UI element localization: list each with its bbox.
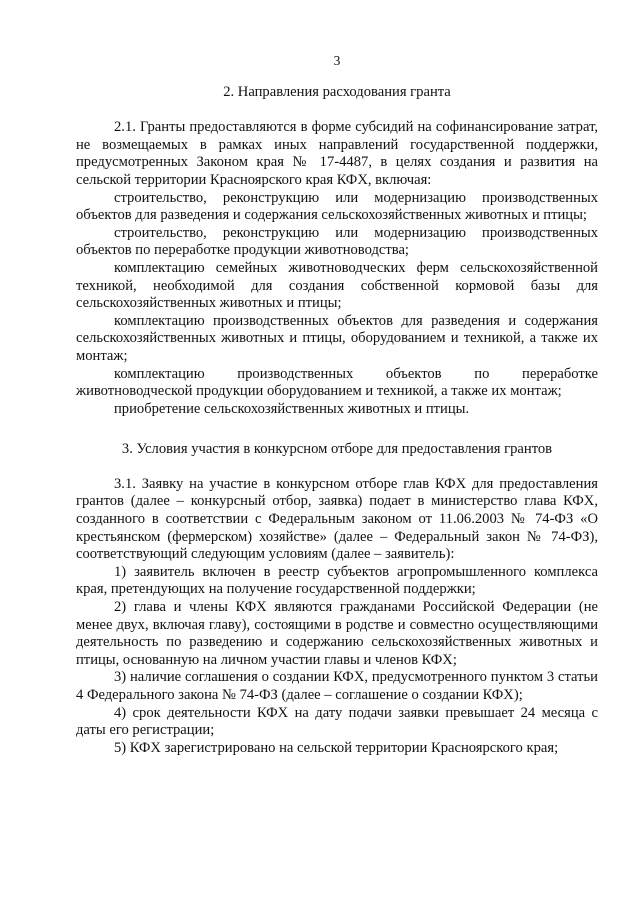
section-2-list-item: приобретение сельскохозяйственных животных и птицы. — [114, 400, 470, 417]
page-number: 3 — [333, 53, 341, 68]
section-3-condition: 1) заявитель включен в реестр субъектов агропромышленного комплекса края, претендующих на получение государственной поддержки; — [76, 563, 598, 598]
section-3-condition: 4) срок деятельности КФХ на дату подачи заявки превышает 24 месяца с даты его регистрации; — [76, 704, 598, 739]
section-2-list-item: строительство, реконструкцию или модернизацию производственных объектов для разведения и содержания сельскохозяйственных животных и птицы; — [76, 189, 598, 224]
document-page — [76, 52, 598, 757]
section-3-heading: 3. Условия участия в конкурсном отборе для предоставления грантов — [121, 441, 553, 458]
section-2-heading: 2. Направления расходования гранта — [223, 83, 451, 100]
section-3-condition: 2) глава и члены КФХ являются гражданами Российской Федерации (не менее двух, включая главу), состоящими в родстве и совместно осуществляющими деятельность по разведению и содержанию сельскохозяйственных животных и птицы, основанную на личном участии главы и членов КФХ; — [76, 599, 598, 668]
section-2-list-item: комплектацию семейных животноводческих ферм сельскохозяйственной техникой, необходимой для создания собственной кормовой базы для сельскохозяйственных животных и птицы; — [76, 259, 598, 312]
section-3-condition: 5) КФХ зарегистрировано на сельской территории Красноярского края; — [114, 739, 559, 756]
section-2-paragraph: 2.1. Гранты предоставляются в форме субсидий на софинансирование затрат, не возмещаемых в рамках иных направлений государственной поддержки, предусмотренных Законом края № 17-4487, в целях создания и развития на сельской территории Красноярского края КФХ, включая: — [76, 119, 598, 188]
section-2-list-item: строительство, реконструкцию или модернизацию производственных объектов по переработке продукции животноводства; — [76, 224, 598, 259]
section-2-list-item: комплектацию производственных объектов для разведения и содержания сельскохозяйственных животных и птицы, оборудованием и техникой, а также их монтаж; — [76, 312, 598, 364]
section-3-condition: 3) наличие соглашения о создании КФХ, предусмотренного пунктом 3 статьи 4 Федерального закона № 74-ФЗ (далее – соглашение о создании КФХ); — [76, 669, 598, 703]
section-2-list-item: комплектацию производственных объектов по переработке животноводческой продукции оборудованием и техникой, а также их монтаж; — [76, 365, 598, 400]
section-3-paragraph: 3.1. Заявку на участие в конкурсном отборе глав КФХ для предоставления грантов (далее – конкурсный отбор, заявка) подает в министерство глава КФХ, созданного в соответствии с Федеральным законом от 11.06.2003 № 74-ФЗ «О крестьянском (фермерском) хозяйстве» (далее – Федеральный закон № 74-ФЗ), соответствующий следующим условиям (далее – заявитель): — [76, 475, 598, 563]
